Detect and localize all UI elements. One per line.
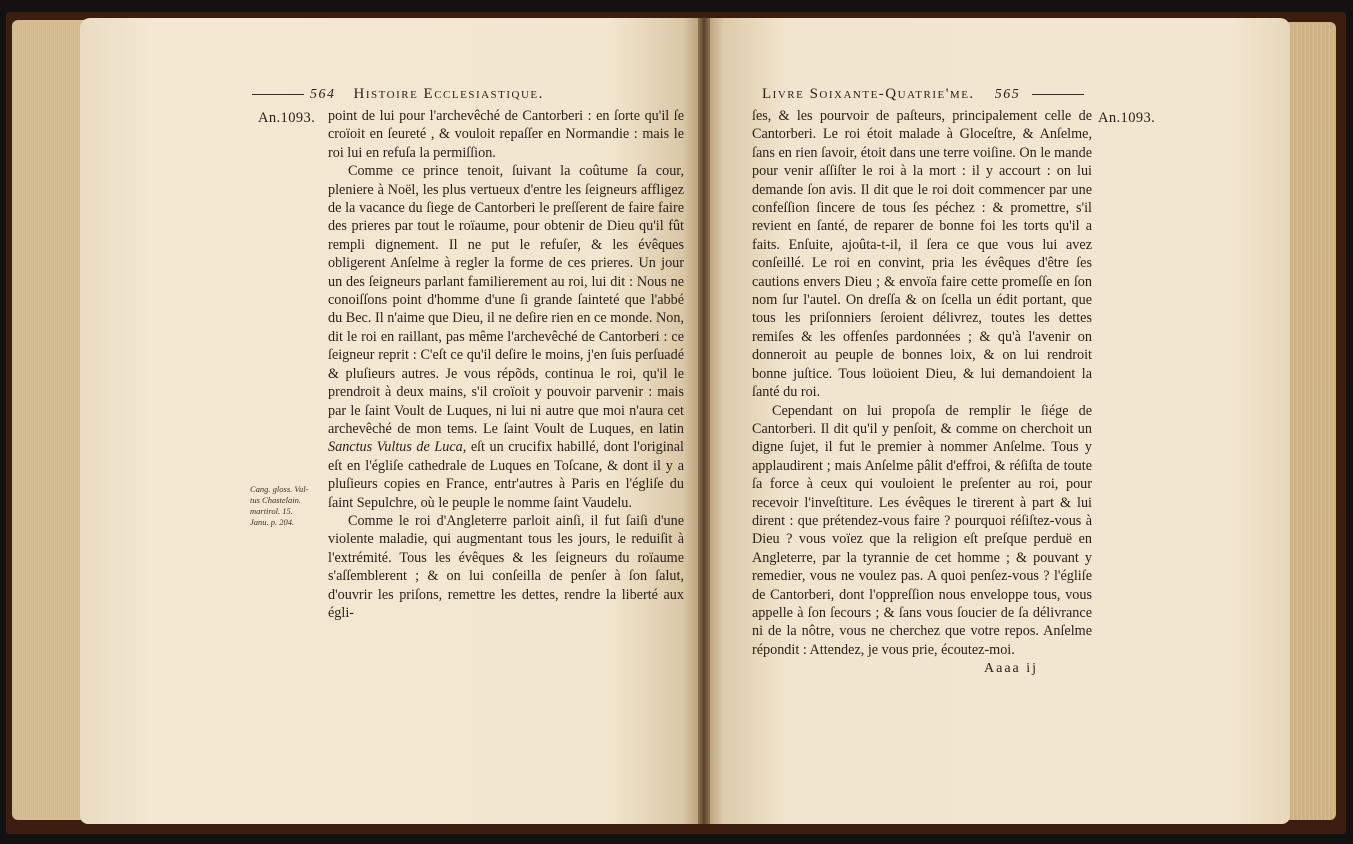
signature-mark: Aaaa ij [984,661,1039,676]
right-body-text [752,107,1092,659]
right-running-head [762,86,1090,108]
right-running-title: Livre Soixante-Quatrie'me. [762,86,975,102]
left-paragraph-1: point de lui pour l'archevêché de Cantorberi : en ſorte qu'il ſe croïoit en ſeureté , & vouloit repaſſer en Normandie : mais le roi lui en refuſa la permiſſion. [328,108,684,161]
margin-note [250,484,324,528]
head-rule [1032,94,1084,95]
right-paragraph-1: ſes, & les pourvoir de paſteurs, principalement celle de Cantorberi. Le roi étoit malade à Gloceſtre, & Anſelme, ſans en rien ſavoir, étoit dans une terre voiſine. On le mande pour venir aſſiſter le roi à la mort : il y accourt : on lui demande ſon avis. Il dit que le roi doit commencer par une confeſſion ſincere de tous ſes péchez : & promettre, s'il revient en ſanté, de reparer de bonne foi les torts qu'il a faits. Enſuite, ajoûta-t-il, il ſera ce que vous lui avez conſeillé. Le roi en convint, pria les évêques d'être ſes cautions envers Dieu ; & envoïa faire cette promeſſe en ſon nom ſur l'autel. On dreſſa & on ſcella un édit portant, que tous les priſonniers ſeroient délivrez, toutes les dettes remiſes & les offenſes pardonnées ; & qu'à l'avenir on donneroit au peuple de bonnes loix, & on lui rendroit bonne juſtice. Tous loüoient Dieu, & lui demandoient la ſanté du roi. [752,108,1092,401]
left-paragraph-2-tail: , eſt un crucifix habillé, dont l'original eſt en l'égliſe cathedrale de Luques en Toſcane, & dont il y a pluſieurs copies en France, entr'autres à Paris en l'égliſe du ſaint Sepulchre, où le peuple le nomme ſaint Vaudelu. [328,439,684,511]
right-paragraph-2: Cependant on lui propoſa de remplir le ſiége de Cantorberi. Il dit qu'il y penſoit, & comme on cherchoit un digne ſujet, il fut le premier à nommer Anſelme. Tous y applaudirent ; mais Anſelme pâlit d'effroi, & réſiſta de toute ſa force à ceux qui vouloient le preſenter au roi, pour recevoir l'inveſtiture. Les évêques le tirerent à part & lui dirent : que prétendez-vous faire ? pourquoi réſiſtez-vous à Dieu ? vous voïez que la religion eſt preſque perduë en Angleterre, par la tyrannie de cet homme ; & pouvant y remedier, vous ne voulez pas. A quoi penſez-vous ? l'égliſe de Cantorberi, dont l'oppreſſion nous enveloppe tous, vous appelle à ſon ſecours ; & ſans vous ſoucier de ſa délivrance ni de la nôtre, vous ne cherchez que votre repos. Anſelme répondit : Attendez, je vous prie, écoutez-moi. [752,402,1092,658]
left-page-number: 564 [310,87,336,102]
left-year: An.1093. [258,110,316,126]
margin-note-line: Cang. gloss. Vul- [250,484,309,494]
head-rule [252,94,304,95]
margin-note-line: Janu. p. 204. [250,517,295,527]
latin-term: Sanctus Vultus de Luca [328,439,463,456]
left-running-head [252,86,544,108]
right-year: An.1093. [1098,110,1156,126]
left-body-text [328,107,684,622]
book-gutter [698,18,710,824]
margin-note-line: tus Chastelain. [250,495,302,505]
left-running-title: Histoire Ecclesiastique. [353,86,544,102]
left-paragraph-2-text: Comme ce prince tenoit, ſuivant la coûtume ſa cour, pleniere à Noël, les plus vertueux d'entre les ſeigneurs affligez de la vacance du ſiege de Cantorberi le preſſerent de faire faire des prieres par tout le roïaume, pour obtenir de Dieu qu'il fût rempli dignement. Il ne put le refuſer, & les évêques obligerent Anſelme à regler la forme de ces prieres. Un jour un des ſeigneurs parlant familierement au roi, lui dit : Nous ne conoiſſons point d'homme d'une ſi grande ſainteté que l'abbé du Bec. Il n'aime que Dieu, il ne deſire rien en ce monde. Non, dit le roi en raillant, pas même l'archevêché de Cantorberi : ce ſeigneur reprit : C'eſt ce qu'il deſire le moins, j'en ſuis perſuadé & pluſieurs autres. Je vous répõds, continua le roi, qu'il le prendroit à deux mains, s'il croïoit y pouvoir parvenir : mais par le ſaint Voult de Luques, ni lui ni autre que moi n'aura cet archevêché de mon tems. Le ſaint Voult de Luques, en latin [328,163,684,437]
left-paragraph-3: Comme le roi d'Angleterre parloit ainſi, il fut ſaiſi d'une violente maladie, qui augmentant tous les jours, le reduiſit à l'extrémité. Tous les évêques & les ſeigneurs du roïaume s'aſſemblerent ; & on lui conſeilla de penſer à ſon ſalut, d'ouvrir les priſons, remettre les dettes, rendre la liberté aux égli- [328,512,684,621]
margin-note-line: martirol. 15. [250,506,293,516]
right-page-number: 565 [994,87,1021,102]
left-paragraph-2 [328,162,684,512]
